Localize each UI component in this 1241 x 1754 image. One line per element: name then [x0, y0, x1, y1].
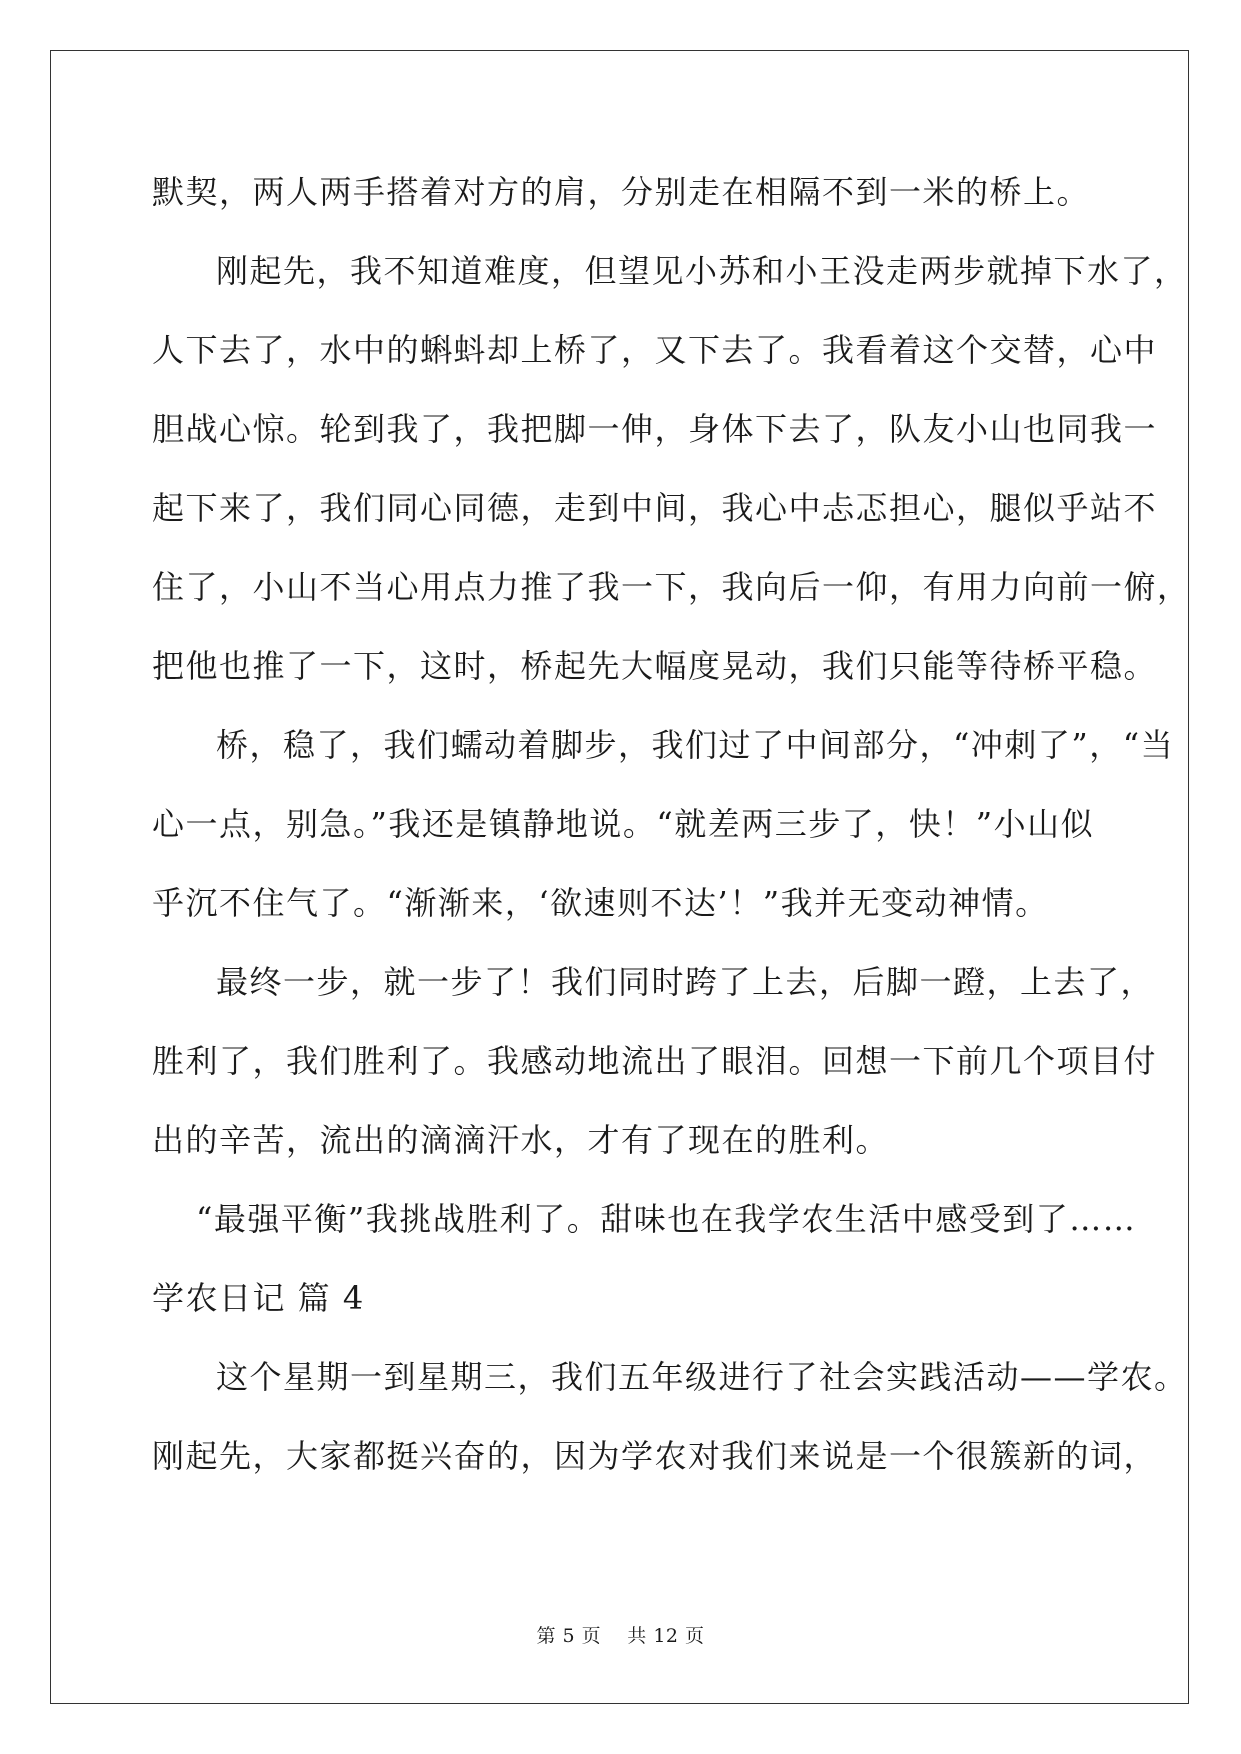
text-line: 胆战心惊。轮到我了，我把脚一伸，身体下去了，队友小山也同我一	[152, 410, 1158, 448]
text-line: 默契，两人两手搭着对方的肩，分别走在相隔不到一米的桥上。	[152, 173, 1091, 211]
text-line: 刚起先，大家都挺兴奋的，因为学农对我们来说是一个很簇新的词，	[152, 1437, 1158, 1475]
text-line: 乎沉不住气了。“渐渐来，‘欲速则不达’！”我并无变动神情。	[152, 884, 1049, 922]
text-line: 人下去了，水中的蝌蚪却上桥了，又下去了。我看着这个交替，心中	[152, 331, 1158, 369]
text-line: 起下来了，我们同心同德，走到中间，我心中忐忑担心，腿似乎站不	[152, 489, 1158, 527]
section-heading: 学农日记 篇 4	[152, 1279, 365, 1317]
paragraph-start: 最终一步，就一步了！我们同时跨了上去，后脚一蹬，上去了，	[216, 963, 1155, 1001]
text-line: 心一点，别急。”我还是镇静地说。“就差两三步了，快！”小山似	[152, 805, 1095, 843]
paragraph-start: 刚起先，我不知道难度，但望见小苏和小王没走两步就掉下水了，	[216, 252, 1188, 290]
text-line: 出的辛苦，流出的滴滴汗水，才有了现在的胜利。	[152, 1121, 890, 1159]
paragraph-start: 这个星期一到星期三，我们五年级进行了社会实践活动——学农。	[216, 1358, 1188, 1396]
text-line: 胜利了，我们胜利了。我感动地流出了眼泪。回想一下前几个项目付	[152, 1042, 1158, 1080]
paragraph-start: “最强平衡”我挑战胜利了。甜味也在我学农生活中感受到了……	[196, 1200, 1137, 1238]
text-line: 住了，小山不当心用点力推了我一下，我向后一仰，有用力向前一俯，	[152, 568, 1191, 606]
paragraph-start: 桥，稳了，我们蠕动着脚步，我们过了中间部分，“冲刺了”，“当	[216, 726, 1175, 764]
text-line: 把他也推了一下，这时，桥起先大幅度晃动，我们只能等待桥平稳。	[152, 647, 1158, 685]
page-number-footer: 第 5 页 共 12 页	[536, 1625, 705, 1647]
